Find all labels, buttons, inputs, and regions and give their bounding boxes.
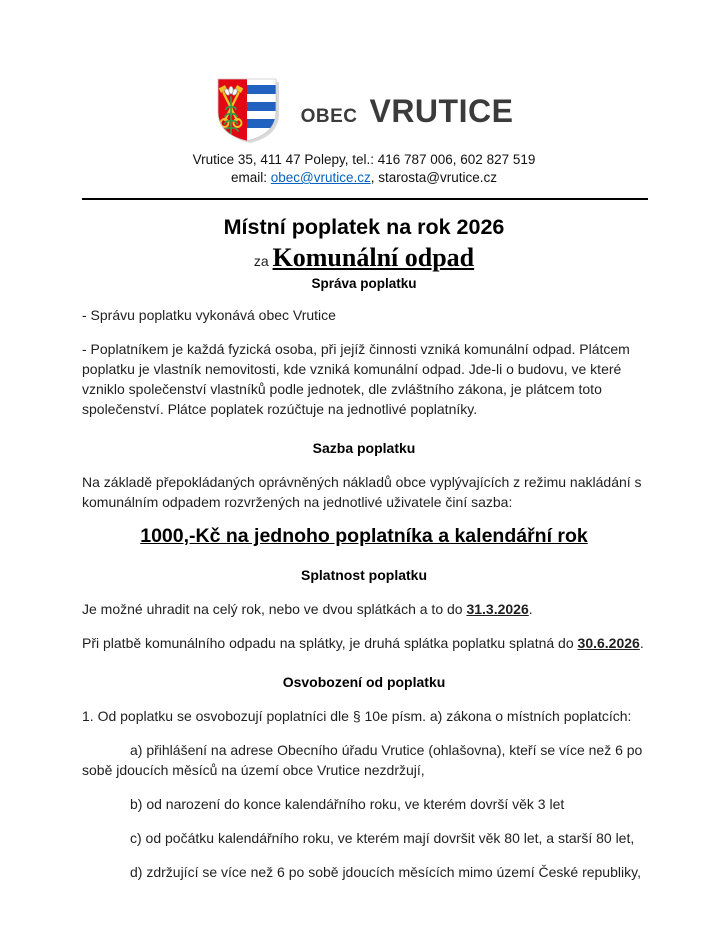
due-1-date: 31.3.2026 — [466, 601, 529, 618]
email-separator: , — [370, 170, 379, 185]
header — [0, 76, 728, 146]
contact-block — [0, 151, 728, 187]
email-line — [0, 169, 728, 187]
due-2-end: . — [639, 635, 644, 652]
paragraph-payer-definition: - Poplatníkem je každá fyzická osoba, při jejíž činnosti vzniká komunální odpad. Plátcem poplatku je vlastník nemovitosti, kde vzniká komunální odpad. Jde-li o budovu, ve které vzniklo společenství vlastníků podle jednotek, dle zvláštního zákona, je plátcem toto společenství. Plátce poplatek rozúčtuje na jednotlivé poplatníky. — [82, 341, 630, 418]
email-secondary: starosta@vrutice.cz — [378, 170, 498, 185]
section-heading-osvobozeni: Osvobození od poplatku — [282, 674, 446, 691]
org-name: VRUTICE — [369, 92, 514, 129]
document-body — [82, 305, 646, 882]
vrutice-coat-of-arms-icon — [215, 76, 281, 146]
title-block — [0, 215, 728, 291]
due-2-date: 30.6.2026 — [577, 635, 640, 652]
email-label: email: — [230, 170, 271, 185]
exemption-item-c: c) od počátku kalendářního roku, ve kterém mají dovršit věk 80 let, a starší 80 let, — [130, 830, 635, 847]
due-1-end: . — [528, 601, 533, 618]
due-1-text: Je možné uhradit na celý rok, nebo ve dvou splátkách a to do — [82, 601, 467, 618]
address-line: Vrutice 35, 411 47 Polepy, tel.: 416 787 006, 602 827 519 — [192, 152, 536, 167]
doc-title-main: Komunální odpad — [272, 242, 475, 272]
due-2-text: Při platbě komunálního odpadu na splátky, je druhá splátka poplatku splatná do — [82, 635, 578, 652]
rate-amount: 1000,-Kč na jednoho poplatníka a kalendářní rok — [140, 525, 588, 548]
paragraph-due-date-1 — [82, 599, 646, 619]
paragraph-administration: - Správu poplatku vykonává obec Vrutice — [82, 307, 336, 324]
doc-title: Místní poplatek na rok 2026 — [223, 215, 505, 239]
exemption-item-d: d) zdržující se více než 6 po sobě jdoucích měsících mimo území České republiky, — [130, 864, 641, 881]
section-heading-sprava: Správa poplatku — [311, 275, 417, 291]
paragraph-rate-basis: Na základě přepokládaných oprávněných nákladů obce vyplývajících z režimu nakládání s komunálním odpadem rozvržených na jednotlivé uživatele činí sazba: — [82, 474, 642, 511]
paragraph-due-date-2 — [82, 633, 646, 653]
header-divider — [82, 198, 648, 200]
section-heading-splatnost: Splatnost poplatku — [301, 567, 427, 584]
municipality-logo-text — [301, 93, 514, 130]
doc-title-prefix: za — [253, 252, 273, 269]
email-link[interactable]: obec@vrutice.cz — [270, 170, 371, 185]
section-heading-sazba: Sazba poplatku — [312, 440, 416, 457]
paragraph-exemption-intro: 1. Od poplatku se osvobozují poplatníci dle § 10e písm. a) zákona o místních poplatcích: — [82, 708, 632, 725]
exemption-item-a: a) přihlášení na adrese Obecního úřadu Vrutice (ohlašovna), kteří se více než 6 po sobě jdoucích měsíců na území obce Vrutice nezdržují, — [82, 742, 643, 779]
doc-title-line2 — [0, 243, 728, 273]
org-name-prefix: OBEC — [300, 105, 358, 127]
exemption-item-b: b) od narození do konce kalendářního roku, ve kterém dovrší věk 3 let — [130, 796, 565, 813]
